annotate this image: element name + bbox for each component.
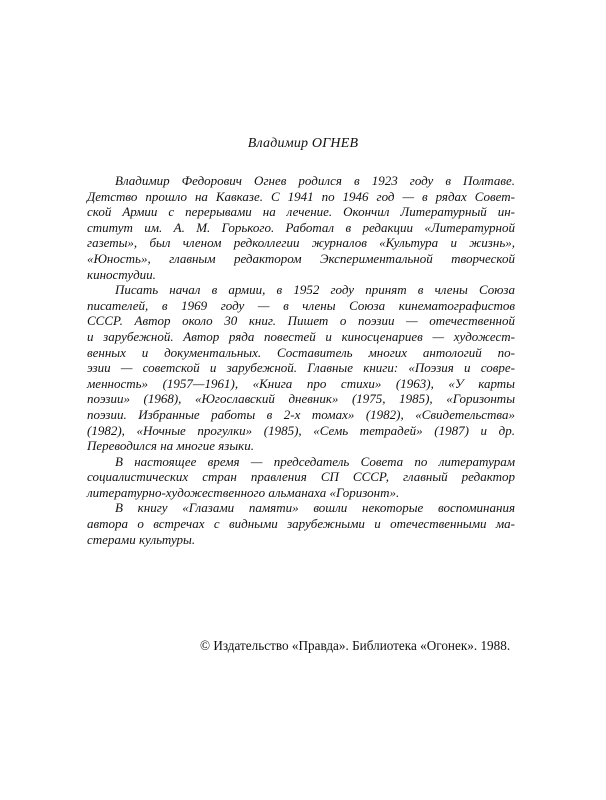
- bio-paragraph-2: [87, 282, 515, 454]
- bio-line: и зарубежной. Автор ряда повестей и киносценариев — художест-: [87, 328, 515, 344]
- bio-line: ститут им. А. М. Горького. Работал в редакции «Литературной: [87, 219, 515, 235]
- author-title: Владимир ОГНЕВ: [247, 136, 359, 151]
- bio-line: поэзии» (1968), «Югославский дневник» (1975, 1985), «Горизонты: [87, 391, 515, 407]
- bio-line: Детство прошло на Кавказе. С 1941 по 1946 год — в рядах Совет-: [87, 188, 515, 204]
- bio-line: Владимир Федорович Огнев родился в 1923 году в Полтаве.: [115, 173, 515, 188]
- bio-paragraph-3: [87, 454, 515, 501]
- bio-line: стерами культуры.: [87, 531, 196, 547]
- bio-line: поэзии. Избранные работы в 2-х томах» (1982), «Свидетельства»: [87, 406, 515, 422]
- bio-line: газеты», был членом редколлегии журналов «Культура и жизнь»,: [87, 235, 515, 251]
- bio-line: социалистических стран правления СП СССР, главный редактор: [87, 469, 515, 485]
- bio-line: В настоящее время — председатель Совета по литературам: [115, 453, 515, 469]
- bio-line: ской Армии с перерывами на лечение. Окончил Литературный ин-: [87, 204, 515, 220]
- bio-line: «Юность», главным редактором Экспериментальной творческой: [87, 250, 515, 266]
- bio-line: В книгу «Глазами памяти» вошли некоторые воспоминания: [115, 500, 515, 516]
- author-biography: [87, 173, 515, 547]
- bio-line: Переводился на многие языки.: [87, 438, 254, 454]
- bio-line: писателей, в 1969 году — в члены Союза кинематографистов: [87, 297, 515, 313]
- bio-line: литературно-художественного альманаха «Горизонт».: [87, 484, 400, 500]
- bio-line: Писать начал в армии, в 1952 году принят в члены Союза: [115, 282, 515, 298]
- bio-line: (1982), «Ночные прогулки» (1985), «Семь тетрадей» (1987) и др.: [87, 422, 515, 438]
- bio-paragraph-1: [87, 173, 515, 282]
- bio-line: СССР. Автор около 30 книг. Пишет о поэзии — отечественной: [87, 313, 515, 329]
- bio-line: автора о встречах с видными зарубежными и отечественными ма-: [87, 516, 515, 532]
- bio-line: эзии — советской и зарубежной. Главные книги: «Поэзия и совре-: [87, 360, 515, 376]
- bio-line: менность» (1957—1961), «Книга про стихи» (1963), «У карты: [87, 375, 515, 391]
- copyright-notice: © Издательство «Правда». Библиотека «Огонек». 1988.: [200, 638, 511, 653]
- bio-line: венных и документальных. Составитель многих антологий по-: [87, 344, 515, 360]
- bio-line: киностудии.: [87, 266, 156, 282]
- bio-paragraph-4: [87, 500, 515, 547]
